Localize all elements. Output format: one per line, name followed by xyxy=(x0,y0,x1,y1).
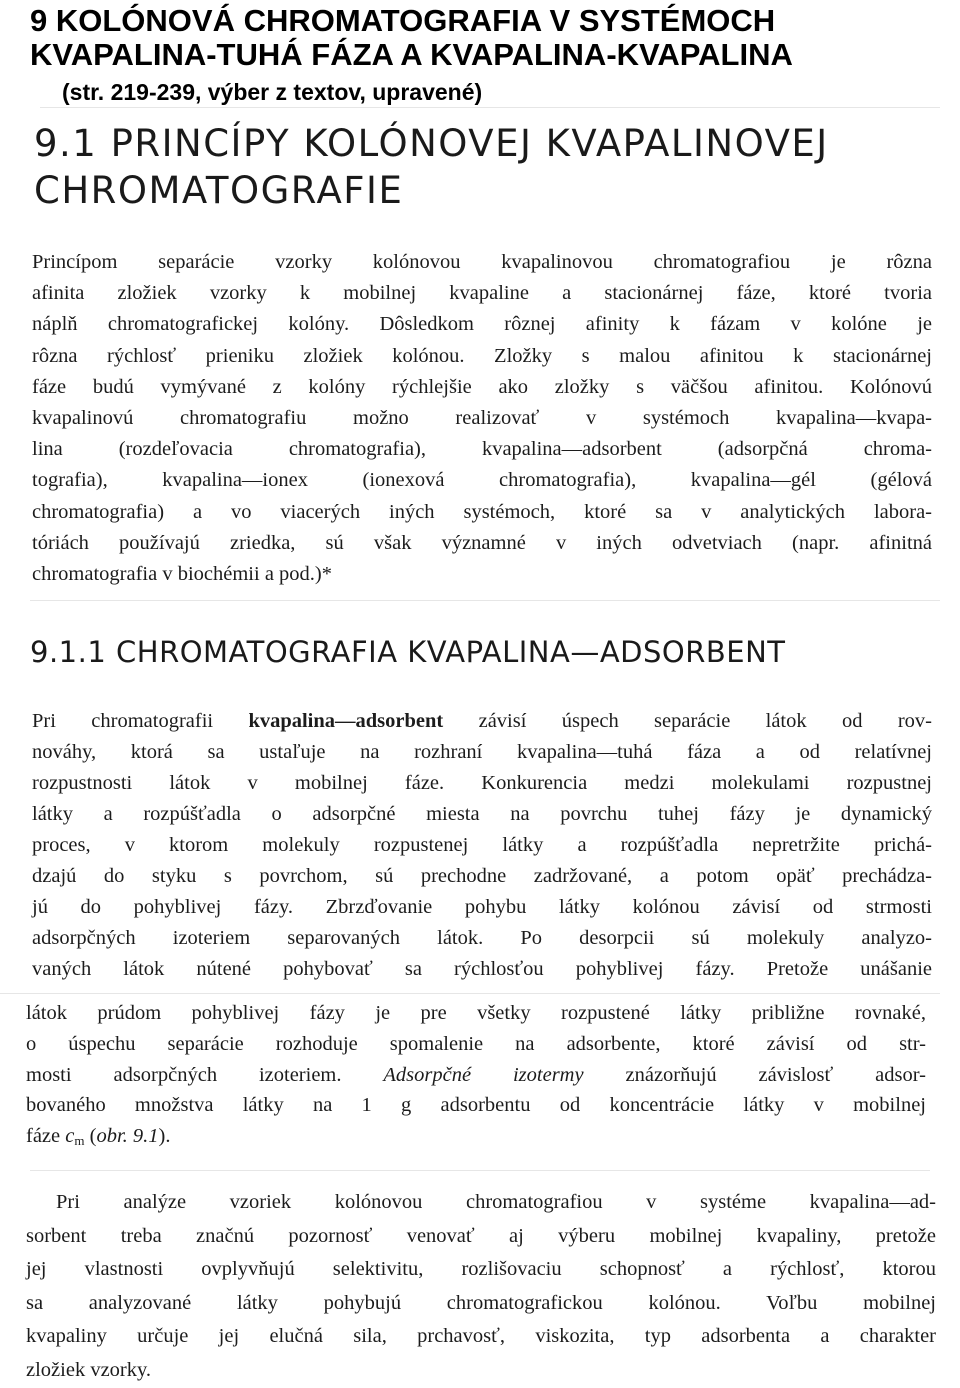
section-title xyxy=(34,120,934,214)
chapter-title xyxy=(30,4,950,72)
chapter-title-line-1: 9 KOLÓNOVÁ CHROMATOGRAFIA V SYSTÉMOCH xyxy=(30,3,776,38)
concentration-symbol: c xyxy=(65,1125,75,1148)
paragraph-line: látok prúdom pohyblivej fázy je pre všetky rozpustené látky približne rovnaké, xyxy=(26,1002,926,1024)
concentration-subscript: m xyxy=(74,1133,85,1149)
paragraph-line: Pri analýze vzoriek kolónovou chromatografiou v systéme kvapalina—ad- xyxy=(56,1191,936,1213)
text-run: Pri chromatografii xyxy=(32,710,249,732)
paragraph-line: nováhy, ktorá sa ustaľuje na rozhraní kvapalina—tuhá fáza a od relatívnej xyxy=(32,741,932,763)
paragraph-line: tografia), kvapalina—ionex (ionexová chromatografia), kvapalina—gél (gélová xyxy=(32,469,932,492)
paragraph-line: náplň chromatografickej kolóny. Dôsledkom rôznej afinity k fázam v kolóne je xyxy=(32,313,932,336)
text-run: mosti adsorpčných izoteriem. xyxy=(26,1063,384,1086)
paragraph-line: afinita zložiek vzorky k mobilnej kvapaline a stacionárnej fáze, ktoré tvoria xyxy=(32,282,932,305)
text-run: fáze xyxy=(26,1125,66,1148)
paragraph-principles xyxy=(32,247,932,590)
paragraph-line: rôzna rýchlosť prieniku zložiek kolónou. Zložky s malou afinitou k stacionárnej xyxy=(32,344,932,367)
paragraph-line: o úspechu separácie rozhoduje spomalenie na adsorbente, ktoré závisí od str- xyxy=(26,1032,926,1055)
paragraph-line: zložiek vzorky. xyxy=(26,1358,152,1381)
subsection-title: 9.1.1 CHROMATOGRAFIA KVAPALINA—ADSORBENT xyxy=(30,635,786,669)
paragraph-line: dzajú do styku s povrchom, sú prechodne zadržované, a potom opäť prechádza- xyxy=(32,865,932,887)
paragraph-line xyxy=(26,1121,926,1157)
paragraph-line: chromatografia) a vo viacerých iných systémoch, ktoré sa v analytických labora- xyxy=(32,500,932,523)
paragraph-line: lina (rozdeľovacia chromatografia), kvapalina—adsorbent (adsorpčná chroma- xyxy=(32,438,932,461)
section-divider xyxy=(30,600,940,601)
paragraph-line: Princípom separácie vzorky kolónovou kvapalinovou chromatografiou je rôzna xyxy=(32,251,932,273)
paragraph-line xyxy=(26,1060,926,1091)
paragraph-line: sorbent treba značnú pozornosť venovať aj výberu mobilnej kvapaliny, pretože xyxy=(26,1224,936,1247)
paragraph-line: bovaného množstva látky na 1 g adsorbentu od koncentrácie látky v mobilnej xyxy=(26,1094,926,1117)
paragraph-line: rozpustnosti látok v mobilnej fáze. Konkurencia medzi molekulami rozpustnej xyxy=(32,772,932,794)
figure-reference: obr. 9.1 xyxy=(96,1125,159,1148)
paragraph-isotherms xyxy=(26,998,926,1157)
chapter-subtitle: (str. 219-239, výber z textov, upravené) xyxy=(62,79,483,105)
paragraph-line: fáze budú vymývané z kolóny rýchlejšie ako zložky s väčšou afinitou. Kolónovú xyxy=(32,375,932,398)
text-run: závisí úspech separácie látok od rov- xyxy=(443,710,932,732)
paragraph-line: jej vlastnosti ovplyvňujú selektivitu, rozlišovaciu schopnosť a rýchlosť, ktorou xyxy=(26,1258,936,1281)
italic-term: Adsorpčné izotermy xyxy=(383,1063,584,1086)
paragraph-line: chromatografia v biochémii a pod.)* xyxy=(32,563,332,586)
scan-seam-divider xyxy=(0,993,940,994)
text-run: znázorňujú závislosť adsor- xyxy=(583,1063,926,1086)
paragraph-line: kvapaliny určuje jej elučná sila, prchavosť, viskozita, typ adsorbenta a charakter xyxy=(26,1325,936,1348)
paragraph-line xyxy=(32,706,932,737)
bold-term: kvapalina—adsorbent xyxy=(248,710,444,732)
text-run: ( xyxy=(84,1125,97,1148)
paragraph-line: sa analyzované látky pohybujú chromatografickou kolónou. Voľbu mobilnej xyxy=(26,1291,936,1314)
paragraph-line: jú do pohyblivej fázy. Zbrzďovanie pohybu látky kolónou závisí od strmosti xyxy=(32,896,932,918)
section-title-line-1: 9.1 PRINCÍPY KOLÓNOVEJ KVAPALINOVEJ xyxy=(34,122,829,165)
paragraph-mobile-phase xyxy=(26,1186,936,1388)
paragraph-liquid-adsorbent xyxy=(32,706,932,985)
text-run: ). xyxy=(158,1125,171,1148)
chapter-title-line-2: KVAPALINA-TUHÁ FÁZA A KVAPALINA-KVAPALINA xyxy=(30,37,793,72)
paragraph-line: vaných látok nútené pohybovať sa rýchlosťou pohyblivej fázy. Pretože unášanie xyxy=(32,958,932,980)
header-divider xyxy=(40,107,940,108)
paragraph-line: kvapalinovú chromatografiu možno realizovať v systémoch kvapalina—kvapa- xyxy=(32,407,932,430)
paragraph-line: tóriách používajú zriedka, sú však významné v iných odvetviach (napr. afinitná xyxy=(32,531,932,554)
paragraph-divider xyxy=(30,1170,930,1171)
paragraph-line: adsorpčných izoteriem separovaných látok. Po desorpcii sú molekuly analyzo- xyxy=(32,927,932,949)
section-title-line-2: CHROMATOGRAFIE xyxy=(34,169,404,212)
paragraph-line: látky a rozpúšťadla o adsorpčné miesta na povrchu tuhej fázy je dynamický xyxy=(32,803,932,825)
paragraph-line: proces, v ktorom molekuly rozpustenej látky a rozpúšťadla nepretržite prichá- xyxy=(32,834,932,856)
